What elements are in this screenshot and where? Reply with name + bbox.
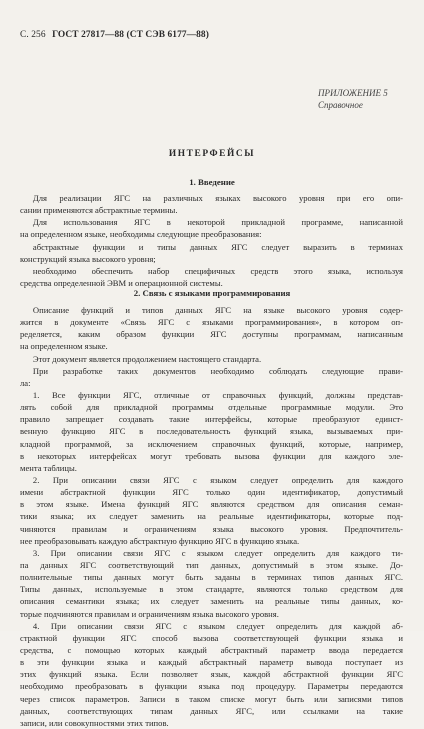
text-line: Описание функций и типов данных ЯГС на языке высокого уровня содер-: [20, 305, 403, 315]
section-1-title: 1. Введение: [189, 177, 235, 187]
text-line: венную функцию ЯГС в последовательность функций языка, вызываемых при-: [20, 426, 403, 437]
text-line: тики языка; их следует заменить на реальные идентификаторы, которые под-: [20, 511, 403, 522]
page-title: ИНТЕРФЕЙСЫ: [168, 149, 256, 159]
text-line: чиняются правилам и ограничениям языка высокого уровня. Предпочтитель-: [20, 523, 403, 534]
text-line: в некоторых интерфейсах могут требовать вызова функции для каждого эле-: [20, 450, 403, 461]
text-line: в этом языке. Имена функций ЯГС являются средством для описания семан-: [20, 499, 403, 510]
text-line: ределяется, каким образом функции ЯГС доступны программам, написанным: [20, 329, 403, 340]
text-line: в эти функции языка и каждый абстрактный параметр вывода поступает из: [20, 657, 403, 668]
text-line: нее преобразовывать каждую абстрактную функцию ЯГС в функцию языка.: [20, 535, 300, 546]
text-line: 4. При описании связи ЯГС с языком следует определить для каждой аб-: [20, 620, 403, 631]
text-line: записи, или совокупностями этих типов.: [20, 717, 169, 728]
text-line: имени абстрактной функции ЯГС только один идентификатор, допустимый: [20, 487, 403, 498]
text-line: на определенном языке, необходимы следующие преобразования:: [20, 229, 262, 240]
text-line: 2. При описании связи ЯГС с языком следует определить для каждого: [20, 474, 403, 485]
text-line: жится в документе «Связь ЯГС с языками программирования», в котором оп-: [20, 317, 403, 328]
page-number: С. 256: [20, 30, 46, 40]
section-2-body: [20, 304, 403, 729]
section-1-body: [20, 192, 403, 289]
text-line: па данных ЯГС соответствующий тип данных, допустимый в этом языке. До-: [20, 559, 403, 570]
text-line: через список параметров. Записи в таком списке могут быть или записями типов: [20, 693, 403, 704]
text-line: кладной программой, за исключением справочных функций, которые, например,: [20, 438, 403, 449]
text-line: Этот документ является продолжением настоящего стандарта.: [20, 353, 262, 364]
appendix-note: Справочное: [318, 100, 363, 110]
text-line: необходимо преобразовать в функции языка под процедуру. Параметры передаются: [20, 681, 403, 692]
text-line: конструкций языка высокого уровня;: [20, 253, 156, 264]
text-line: этих функций языка. Если позволяет язык, каждой абстрактной функции ЯГС: [20, 669, 403, 680]
text-line: сании применяются абстрактные термины.: [20, 205, 178, 216]
text-line: полнительные типы данных могут быть заданы в терминах типов данных ЯГС.: [20, 572, 403, 583]
standard-designation: ГОСТ 27817—88 (СТ СЭВ 6177—88): [52, 30, 209, 40]
text-line: правило запрещает создавать такие интерфейсы, которые преобразуют единст-: [20, 414, 403, 425]
text-line: страктной функции ЯГС способ вызова соответствующей функции языка и: [20, 632, 403, 643]
text-line: данных, соответствующих типам данных ЯГС, или ссылками на такие: [20, 705, 403, 716]
appendix-number: ПРИЛОЖЕНИЕ 5: [318, 88, 388, 98]
text-line: Для использования ЯГС в некоторой прикладной программе, написанной: [20, 217, 403, 228]
text-line: ла:: [20, 377, 31, 388]
text-line: 3. При описании связи ЯГС с языком следует определить для каждого ти-: [20, 547, 403, 558]
text-line: на определенном языке.: [20, 341, 108, 352]
text-line: описания семантики языка; их следует заменить на реальные типы данных, ко-: [20, 596, 403, 607]
page-header: [20, 30, 209, 40]
text-line: торые подчиняются правилам и ограничениям языка высокого уровня.: [20, 608, 279, 619]
text-line: абстрактные функции и типы данных ЯГС следует выразить в терминах: [20, 241, 403, 252]
text-line: лять собой для прикладной программы отдельные программные модули. Это: [20, 402, 403, 413]
text-line: 1. Все функции ЯГС, отличные от справочных функций, должны представ-: [20, 389, 403, 400]
text-line: необходимо обеспечить набор специфичных средств этого языка, используя: [20, 265, 403, 276]
text-line: Для реализации ЯГС на различных языках высокого уровня при его опи-: [20, 193, 403, 203]
appendix-label: [318, 87, 388, 111]
text-line: При разработке таких документов необходимо соблюдать следующие прави-: [20, 365, 403, 376]
text-line: средства, с помощью которых каждый абстрактный параметр ввода передается: [20, 644, 403, 655]
text-line: мента таблицы.: [20, 462, 77, 473]
text-line: средства определенной ЭВМ и операционной системы.: [20, 277, 223, 288]
text-line: Типы данных, используемые в этом стандарте, являются только средством для: [20, 584, 403, 595]
section-2-title: 2. Связь с языками программирования: [133, 288, 291, 298]
